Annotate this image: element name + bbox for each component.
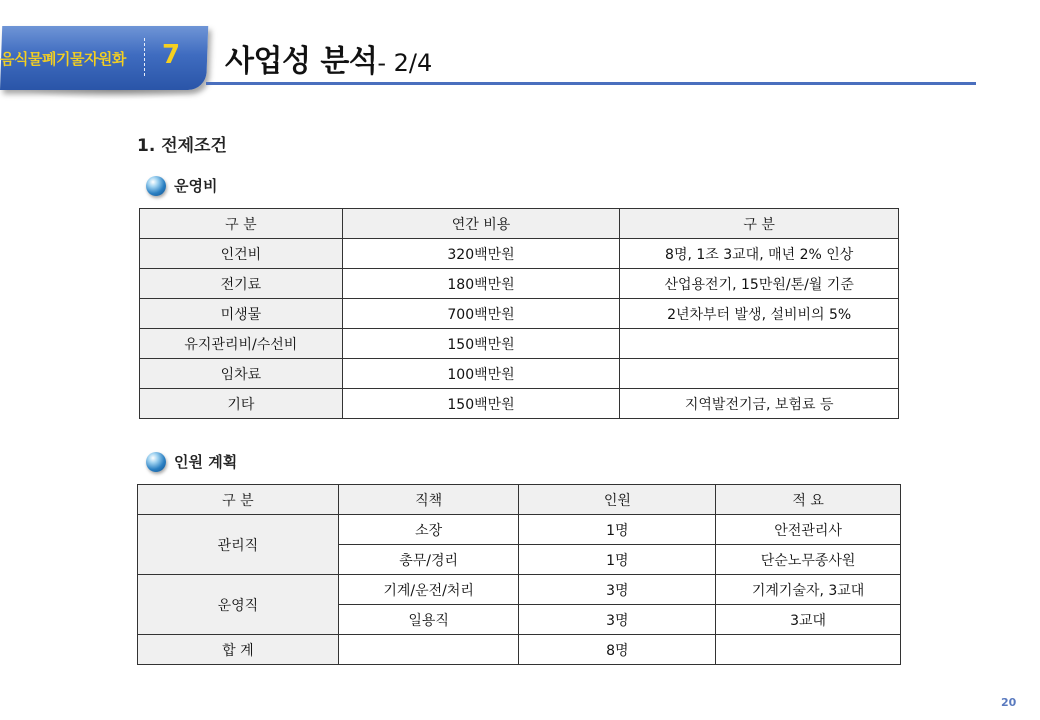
table-cell: 기계기술자, 3교대: [716, 575, 901, 605]
group-cell: 관리직: [138, 515, 339, 575]
table-cell: 8명: [519, 635, 716, 665]
column-header: 인원: [519, 485, 716, 515]
group-cell: 운영직: [138, 575, 339, 635]
page-title-main: 사업성 분석: [225, 44, 378, 79]
table-cell: [620, 359, 899, 389]
table-row: [140, 359, 899, 389]
table-row: [140, 329, 899, 359]
table-cell: 전기료: [140, 269, 343, 299]
operating-costs-label: 운영비: [174, 177, 218, 195]
section-heading: 1. 전제조건: [137, 136, 227, 156]
table-row: [138, 515, 901, 545]
table-cell: 3명: [519, 575, 716, 605]
staffing-table: [137, 484, 901, 665]
operating-costs-table: [139, 208, 899, 419]
column-header: 직책: [338, 485, 519, 515]
table-cell: 미생물: [140, 299, 343, 329]
table-row: [140, 269, 899, 299]
table-cell: 1명: [519, 545, 716, 575]
staffing-label: 인원 계획: [174, 453, 238, 471]
table-cell: 100백만원: [342, 359, 620, 389]
table-cell: 150백만원: [342, 389, 620, 419]
table-cell: 총무/경리: [338, 545, 519, 575]
title-underline: [206, 82, 976, 85]
table-row: [140, 239, 899, 269]
table-cell: 일용직: [338, 605, 519, 635]
table-cell: 기계/운전/처리: [338, 575, 519, 605]
table-cell: 3명: [519, 605, 716, 635]
blue-orb-icon: [146, 452, 166, 472]
table-cell: [620, 329, 899, 359]
table-cell: 150백만원: [342, 329, 620, 359]
table-row: [140, 299, 899, 329]
table-cell: 3교대: [716, 605, 901, 635]
table-cell: 안전관리사: [716, 515, 901, 545]
section-name: 음식물폐기물자원화: [0, 50, 126, 68]
table-cell: 유지관리비/수선비: [140, 329, 343, 359]
table-cell: 단순노무종사원: [716, 545, 901, 575]
table-cell: 인건비: [140, 239, 343, 269]
table-header-row: [138, 485, 901, 515]
column-header: 구 분: [140, 209, 343, 239]
table-cell: 2년차부터 발생, 설비비의 5%: [620, 299, 899, 329]
table-cell: 지역발전기금, 보험료 등: [620, 389, 899, 419]
column-header: 연간 비용: [342, 209, 620, 239]
table-cell: 8명, 1조 3교대, 매년 2% 인상: [620, 239, 899, 269]
page-number: 20: [1001, 696, 1017, 709]
table-cell: 1명: [519, 515, 716, 545]
table-cell: [338, 635, 519, 665]
table-cell: 180백만원: [342, 269, 620, 299]
table-cell: 320백만원: [342, 239, 620, 269]
table-row: [140, 389, 899, 419]
table-header-row: [140, 209, 899, 239]
column-header: 구 분: [138, 485, 339, 515]
table-cell: 합 계: [138, 635, 339, 665]
page-title-suffix: - 2/4: [377, 49, 433, 77]
column-header: 구 분: [620, 209, 899, 239]
tab-divider: [144, 38, 145, 76]
table-cell: 소장: [338, 515, 519, 545]
blue-orb-icon: [146, 176, 166, 196]
operating-costs-heading: [146, 175, 217, 196]
column-header: 적 요: [716, 485, 901, 515]
page-title: [225, 36, 432, 80]
table-cell: 700백만원: [342, 299, 620, 329]
staffing-heading: [146, 451, 237, 472]
section-number: 7: [162, 40, 181, 70]
table-cell: 기타: [140, 389, 343, 419]
table-cell: 임차료: [140, 359, 343, 389]
table-cell: 산업용전기, 15만원/톤/월 기준: [620, 269, 899, 299]
table-row: [138, 575, 901, 605]
total-row: [138, 635, 901, 665]
table-cell: [716, 635, 901, 665]
